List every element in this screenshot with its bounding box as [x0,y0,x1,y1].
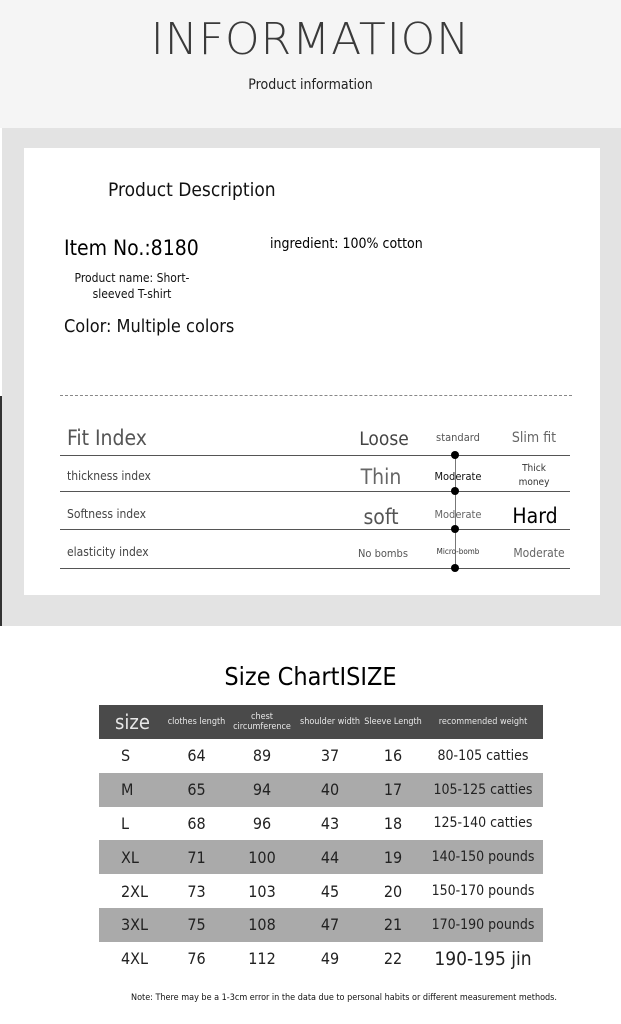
cell-clothes-length: 65 [166,773,227,807]
header-recommended-weight: recommended weight [423,705,543,739]
cell-shoulder: 44 [297,840,363,874]
thickness-index-label: thickness index [67,469,151,483]
size-chart-table [99,705,543,976]
cell-sleeve: 17 [363,773,423,807]
elasticity-option-moderate: Moderate [513,546,565,560]
measurement-note: Note: There may be a 1-3cm error in the data due to personal habits or different measurement methods. [131,993,557,1003]
cell-shoulder: 45 [320,881,340,901]
cell-clothes-length: 64 [187,746,206,766]
fit-option-loose: Loose [359,428,409,450]
header-shoulder-width: shoulder width [297,705,363,739]
cell-size: XL [99,840,166,874]
header-chest-circumference: chest circumference [227,705,297,739]
cell-shoulder: 43 [320,813,340,833]
cell-size: 3XL [99,908,166,942]
cell-chest: 108 [227,908,297,942]
cell-weight: 105-125 catties [423,773,543,807]
product-color: Color: Multiple colors [64,316,235,337]
cell-clothes-length: 76 [187,949,206,969]
product-name: Product name: Short-sleeved T-shirt [74,271,190,301]
page-title: INFORMATION [150,14,471,65]
softness-index-label: Softness index [67,507,146,521]
ingredient: ingredient: 100% cotton [270,236,423,252]
table-row [99,874,543,908]
cell-size: M [99,773,166,807]
table-row [99,908,543,942]
cell-sleeve: 16 [383,746,403,766]
cell-weight: 80-105 catties [437,747,529,764]
table-header-row [99,705,543,739]
cell-sleeve: 22 [383,949,403,969]
thickness-option-moderate: Moderate [434,470,482,483]
cell-weight: 150-170 pounds [431,883,535,900]
softness-option-moderate: Moderate [434,508,482,521]
elasticity-option-micro-bomb: Micro-bomb [436,547,480,556]
cell-weight: 125-140 catties [433,815,533,832]
cell-shoulder: 37 [320,746,340,766]
cell-chest: 89 [252,746,272,766]
cell-clothes-length: 68 [187,813,206,833]
fit-index-marker [451,451,459,459]
table-row [99,773,543,807]
header-clothes-length: clothes length [166,705,227,739]
cell-shoulder: 47 [297,908,363,942]
elasticity-index-marker [451,564,459,572]
table-row [99,942,543,976]
cell-weight: 140-150 pounds [423,840,543,874]
softness-option-hard: Hard [512,504,558,528]
cell-clothes-length: 73 [187,881,206,901]
thickness-index-marker [451,487,459,495]
elasticity-option-no-bombs: No bombs [357,547,408,560]
softness-option-soft: soft [363,505,399,529]
cell-shoulder: 40 [297,773,363,807]
fit-index-label: Fit Index [67,426,147,450]
cell-chest: 112 [248,949,276,969]
cell-sleeve: 21 [363,908,423,942]
frame-edge-line [0,396,2,626]
elasticity-index-label: elasticity index [67,545,149,559]
cell-chest: 103 [248,881,276,901]
cell-sleeve: 19 [363,840,423,874]
cell-clothes-length: 71 [166,840,227,874]
page-subtitle: Product information [248,77,373,93]
cell-size: S [121,746,131,766]
product-description-title: Product Description [108,179,276,201]
dashed-divider [60,395,572,396]
softness-index-line [60,529,570,530]
thickness-option-thick: Thick money [518,463,550,488]
table-row [99,807,543,841]
header-sleeve-length: Sleeve Length [363,705,423,739]
fit-option-slim: Slim fit [511,430,557,446]
cell-size: L [121,813,130,833]
softness-index-marker [451,525,459,533]
fit-option-standard: standard [436,431,480,444]
size-chart-title: Size ChartISIZE [224,662,397,691]
cell-sleeve: 20 [383,881,403,901]
cell-chest: 96 [252,813,272,833]
cell-shoulder: 49 [320,949,340,969]
item-number: Item No.:8180 [64,236,199,260]
table-row [99,739,543,773]
cell-size: 2XL [121,881,149,901]
cell-chest: 100 [227,840,297,874]
header-size: size [99,705,166,739]
cell-chest: 94 [227,773,297,807]
thickness-index-line [60,491,570,492]
elasticity-index-line [60,568,570,569]
fit-index-line [60,455,570,456]
cell-clothes-length: 75 [166,908,227,942]
table-row [99,840,543,874]
cell-weight: 190-195 jin [434,947,532,970]
cell-size: 4XL [121,949,149,969]
thickness-option-thin: Thin [360,465,402,489]
cell-sleeve: 18 [383,813,403,833]
cell-weight: 170-190 pounds [423,908,543,942]
